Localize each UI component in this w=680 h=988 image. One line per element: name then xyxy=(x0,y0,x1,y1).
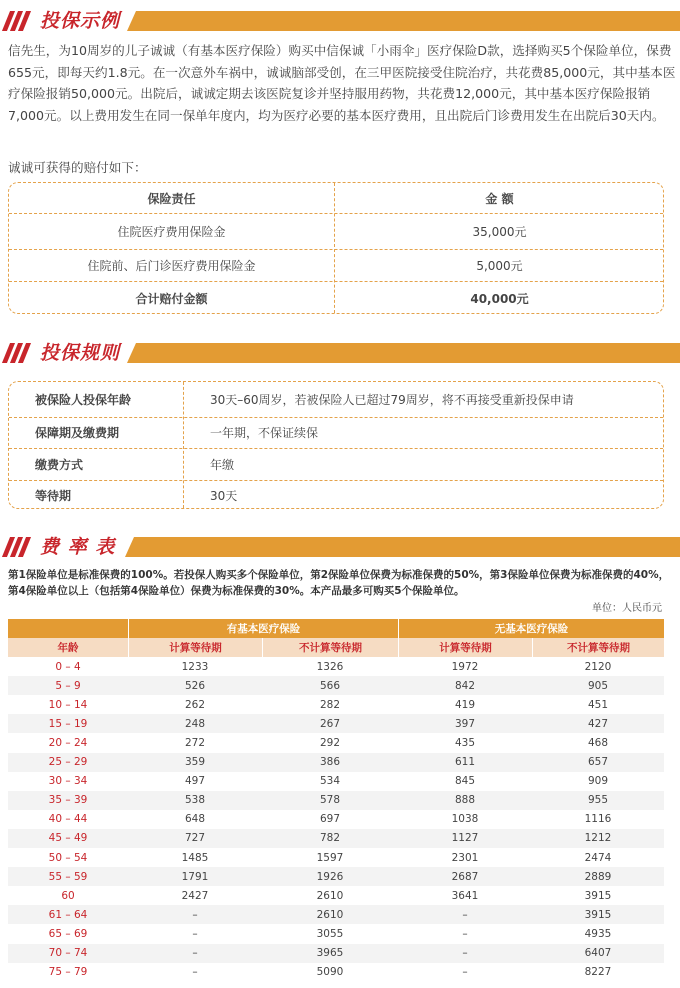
rate-age: 5 – 9 xyxy=(55,679,81,692)
rate-value: 782 xyxy=(319,832,341,845)
col-header: 计算等待期 xyxy=(398,638,532,657)
rate-value: 1597 xyxy=(316,851,344,864)
rule-value: 年缴 xyxy=(210,457,235,472)
rate-value: 272 xyxy=(184,736,206,749)
rate-value: – xyxy=(192,927,198,940)
rate-value: 262 xyxy=(184,698,206,711)
col-header: 不计算等待期 xyxy=(262,638,398,657)
rule-label: 缴费方式 xyxy=(35,457,84,472)
section-title: 投保示例 xyxy=(40,10,121,32)
rate-age: 60 xyxy=(61,889,75,902)
rate-value: 1791 xyxy=(181,870,209,883)
rate-value: 3915 xyxy=(584,908,612,921)
section-title: 投保规则 xyxy=(40,342,121,364)
rate-value: 2687 xyxy=(451,870,479,883)
rule-value: 30天–60周岁，若被保险人已超过79周岁，将不再接受重新投保申请 xyxy=(210,393,574,407)
rate-value: 468 xyxy=(587,736,609,749)
rate-value: 534 xyxy=(319,775,341,788)
rate-value: 648 xyxy=(184,813,206,826)
rate-row xyxy=(8,753,664,772)
rate-row xyxy=(8,810,664,829)
rate-value: 1972 xyxy=(451,660,479,673)
rate-value: – xyxy=(462,947,468,959)
stripes-icon xyxy=(4,537,30,557)
header-bar xyxy=(125,537,680,557)
rule-label: 保障期及缴费期 xyxy=(35,426,120,440)
rate-value: 842 xyxy=(454,679,476,692)
rate-value: 1116 xyxy=(584,813,612,826)
rate-table xyxy=(8,619,664,987)
rate-age: 55 – 59 xyxy=(48,870,88,883)
rate-value: 1212 xyxy=(584,832,612,845)
rate-value: 526 xyxy=(184,679,206,692)
rate-row xyxy=(8,848,664,867)
rate-value: 697 xyxy=(319,813,341,826)
rate-row xyxy=(8,733,664,752)
rate-value: 888 xyxy=(454,794,476,807)
col-header-age: 年龄 xyxy=(8,638,128,657)
rate-value: 427 xyxy=(587,717,609,730)
rate-value: 451 xyxy=(587,698,609,711)
rate-age: 25 – 29 xyxy=(48,756,88,768)
rate-row xyxy=(8,657,664,676)
example-paragraph: 信先生，为10周岁的儿子诚诚（有基本医疗保险）购买中信保诚「小雨伞」医疗保险D款，选择购买5个保险单位，保费655元，即每天约1.8元。在一次意外车祸中，诚诚脑部受创，在三甲医院接受住院治疗，共花费85,000元，其中基本医疗保险报销50,000元。出院后，诚诚定期去该医院复诊并坚持服用药物，共花费12,000元，其中基本医疗保险报销7,000元。以上费用发生在同一保单年度内，均为医疗必要的基本医疗费用，且出院后门诊费用发生在出院后30天内。 xyxy=(8,43,676,123)
rate-value: – xyxy=(192,966,198,979)
payout-table xyxy=(8,182,664,314)
rate-age: 45 – 49 xyxy=(48,832,88,845)
rate-value: 3915 xyxy=(584,889,612,902)
rate-value: 1233 xyxy=(181,660,209,673)
rate-value: 6407 xyxy=(584,947,612,959)
rate-value: 3055 xyxy=(316,927,344,940)
col-header: 计算等待期 xyxy=(128,638,262,657)
rate-row xyxy=(8,886,664,905)
rate-value: 1038 xyxy=(451,813,479,826)
rule-value: 30天 xyxy=(210,488,238,503)
section-title: 费 率 表 xyxy=(40,536,116,558)
rate-age: 70 – 74 xyxy=(48,947,88,959)
rate-age: 50 – 54 xyxy=(48,851,88,864)
rate-age: 35 – 39 xyxy=(48,794,88,807)
rate-value: 282 xyxy=(319,698,341,711)
header-bar xyxy=(127,11,680,31)
rate-value: 248 xyxy=(184,717,206,730)
rate-age: 61 – 64 xyxy=(48,908,88,921)
payout-amount: 35,000元 xyxy=(472,224,527,239)
payout-amount: 5,000元 xyxy=(476,258,523,273)
payout-item: 住院前、后门诊医疗费用保险金 xyxy=(87,258,256,273)
header-amount: 金 额 xyxy=(485,191,514,206)
rate-value: 1326 xyxy=(316,660,344,673)
rate-value: 497 xyxy=(184,775,206,788)
rule-label: 被保险人投保年龄 xyxy=(35,393,132,407)
col-header: 不计算等待期 xyxy=(532,638,664,657)
rate-value: 2889 xyxy=(584,870,612,883)
rate-age: 20 – 24 xyxy=(48,736,88,749)
rate-value: 267 xyxy=(319,717,341,730)
rate-value: 2474 xyxy=(584,851,612,864)
stripes-icon xyxy=(4,343,30,363)
rate-value: – xyxy=(462,966,468,979)
rate-row xyxy=(8,695,664,714)
rules-table xyxy=(8,381,664,509)
rate-value: – xyxy=(192,947,198,959)
rate-value: 727 xyxy=(184,832,206,845)
rate-value: 566 xyxy=(319,679,341,692)
rate-value: 2427 xyxy=(181,889,209,902)
group-header-without-insurance: 无基本医疗保险 xyxy=(398,619,664,638)
rate-row xyxy=(8,772,664,791)
rate-value: 2301 xyxy=(451,851,479,864)
payout-intro: 诚诚可获得的赔付如下： xyxy=(8,160,147,175)
rate-value: 2120 xyxy=(584,660,612,673)
rate-value: 905 xyxy=(587,679,609,692)
rate-value: 611 xyxy=(454,756,476,768)
rate-age: 75 – 79 xyxy=(48,966,88,979)
rate-value: 8227 xyxy=(584,966,612,979)
section-header-example xyxy=(0,8,680,34)
header-coverage: 保险责任 xyxy=(147,191,196,206)
rate-note: 第1保险单位是标准保费的100%。若投保人购买多个保险单位，第2保险单位保费为标准保费的50%，第3保险单位保费为标准保费的40%，第4保险单位以上（包括第4保险单位）保费为标准保费的30%。本产品最多可购买5个保险单位。 xyxy=(8,569,670,597)
stripes-icon xyxy=(4,11,30,31)
rate-value: 538 xyxy=(184,794,206,807)
rate-row xyxy=(8,944,664,963)
section-header-rules xyxy=(0,340,680,366)
rate-row xyxy=(8,676,664,695)
group-header-with-insurance: 有基本医疗保险 xyxy=(128,619,398,638)
rate-value: 386 xyxy=(319,756,341,768)
payout-item: 住院医疗费用保险金 xyxy=(117,224,226,239)
payout-total-label: 合计赔付金额 xyxy=(135,291,208,306)
unit-label: 单位：人民币元 xyxy=(592,603,662,614)
rate-value: 578 xyxy=(319,794,341,807)
rate-value: – xyxy=(462,927,468,940)
rate-value: 2610 xyxy=(316,889,344,902)
rate-value: 657 xyxy=(587,756,609,768)
rate-value: 4935 xyxy=(584,927,612,940)
rate-value: – xyxy=(192,908,198,921)
rate-value: 435 xyxy=(454,736,476,749)
rate-age: 40 – 44 xyxy=(48,813,88,826)
rate-row xyxy=(8,963,664,982)
rate-row xyxy=(8,829,664,848)
rate-value: – xyxy=(462,908,468,921)
rate-value: 1485 xyxy=(181,851,209,864)
rate-value: 3965 xyxy=(316,947,344,959)
rate-row xyxy=(8,867,664,886)
rule-label: 等待期 xyxy=(35,488,72,503)
header-bar xyxy=(127,343,680,363)
rate-age: 15 – 19 xyxy=(48,717,88,730)
rate-value: 5090 xyxy=(316,966,344,979)
rate-row xyxy=(8,924,664,943)
rate-age: 0 – 4 xyxy=(55,660,81,673)
rate-age: 10 – 14 xyxy=(48,698,88,711)
rate-value: 359 xyxy=(184,756,206,768)
rate-row xyxy=(8,905,664,924)
rate-value: 1127 xyxy=(451,832,479,845)
payout-total-amount: 40,000元 xyxy=(470,291,529,306)
section-header-rates xyxy=(0,534,680,560)
rate-age: 30 – 34 xyxy=(48,775,88,788)
rate-value: 1926 xyxy=(316,870,344,883)
rate-value: 955 xyxy=(587,794,609,807)
rate-row xyxy=(8,714,664,733)
rate-row xyxy=(8,791,664,810)
rate-value: 909 xyxy=(587,775,609,788)
rate-value: 2610 xyxy=(316,908,344,921)
rate-value: 845 xyxy=(454,775,476,788)
rate-value: 397 xyxy=(454,717,476,730)
rate-value: 292 xyxy=(319,736,341,749)
rule-value: 一年期，不保证续保 xyxy=(210,426,319,440)
rate-value: 419 xyxy=(454,698,476,711)
rate-value: 3641 xyxy=(451,889,479,902)
rate-age: 65 – 69 xyxy=(48,927,88,940)
